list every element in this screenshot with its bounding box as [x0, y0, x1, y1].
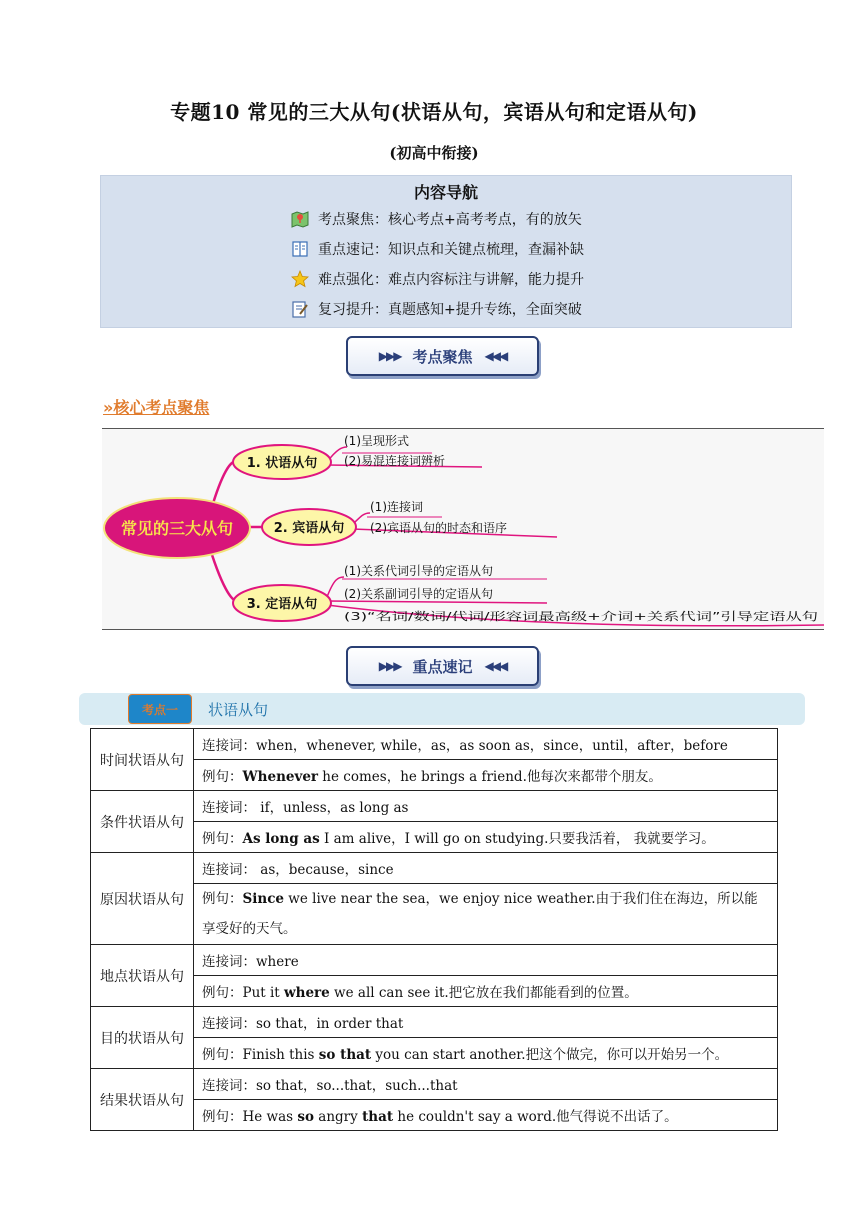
checklist-icon	[291, 300, 309, 318]
table-row	[91, 976, 778, 1007]
example-cell: 例句：Since we live near the sea，we enjoy nice weather.由于我们住在海边，所以能享受好的天气。	[194, 884, 778, 945]
map-icon	[291, 210, 309, 228]
star-icon	[291, 270, 309, 288]
triple-arrow-right-icon: ▶▶▶	[378, 659, 401, 673]
table-row	[91, 791, 778, 822]
table-row	[91, 884, 778, 945]
page-subtitle: (初高中衔接)	[389, 144, 479, 162]
clause-type: 结果状语从句	[91, 1069, 194, 1131]
clause-type: 条件状语从句	[91, 791, 194, 853]
nav-item-difficulty	[291, 269, 584, 289]
nav-item-text: 复习提升：真题感知+提升专练，全面突破	[318, 302, 582, 318]
connectives-cell: 连接词： as，because，since	[194, 853, 778, 884]
table-row	[91, 760, 778, 791]
connectives-cell: 连接词：so that，in order that	[194, 1007, 778, 1038]
clause-type: 时间状语从句	[91, 729, 194, 791]
table-row	[91, 1007, 778, 1038]
mindmap-sub-1-1: (1)呈现形式	[344, 434, 409, 448]
triple-arrow-left-icon: ◀◀◀	[484, 659, 507, 673]
mindmap-branch-2-label: 2. 宾语从句	[273, 521, 345, 536]
mindmap-sub-3-1: (1)关系代词引导的定语从句	[344, 564, 493, 578]
nav-title: 内容导航	[413, 183, 478, 202]
page-title: 专题10 常见的三大从句(状语从句，宾语从句和定语从句)	[170, 100, 698, 124]
nav-item-focus	[291, 209, 582, 229]
table-row	[91, 729, 778, 760]
kaodian-label: 状语从句	[208, 701, 269, 719]
table-row	[91, 1069, 778, 1100]
banner-kaodian-jujiao	[346, 336, 539, 376]
mindmap-sub-3-2: (2)关系副词引导的定语从句	[344, 587, 493, 601]
triple-arrow-right-icon: ▶▶▶	[378, 349, 401, 363]
table-row	[91, 1038, 778, 1069]
mindmap	[102, 428, 824, 630]
kaodian-tag: 考点一	[128, 694, 192, 724]
clause-type: 地点状语从句	[91, 945, 194, 1007]
table-row	[91, 945, 778, 976]
nav-item-text: 重点速记：知识点和关键点梳理，查漏补缺	[318, 242, 584, 258]
mindmap-sub-1-2: (2)易混连接词辨析	[344, 454, 445, 468]
nav-item-text: 难点强化：难点内容标注与讲解，能力提升	[318, 272, 584, 288]
table-row	[91, 1100, 778, 1131]
book-icon	[291, 240, 309, 258]
mindmap-sub-3-3: (3)“名词/数词/代词/形容词最高级+介词+关系代词”引导定语从句	[344, 610, 665, 623]
example-cell: 例句：Finish this so that you can start another.把这个做完，你可以开始另一个。	[194, 1038, 778, 1069]
connectives-cell: 连接词：so that，so...that，such...that	[194, 1069, 778, 1100]
nav-item-text: 考点聚焦：核心考点+高考考点，有的放矢	[318, 212, 582, 228]
clause-type: 目的状语从句	[91, 1007, 194, 1069]
banner-label: 考点聚焦	[412, 347, 473, 366]
example-cell: 例句：Whenever he comes，he brings a friend.他每次来都带个朋友。	[194, 760, 778, 791]
example-cell: 例句：He was so angry that he couldn't say a word.他气得说不出话了。	[194, 1100, 778, 1131]
table-row	[91, 853, 778, 884]
connectives-cell: 连接词：where	[194, 945, 778, 976]
connectives-cell: 连接词：when，whenever, while，as，as soon as，since，until，after，before	[194, 729, 778, 760]
mindmap-sub-2-1: (1)连接词	[370, 500, 423, 514]
banner-label: 重点速记	[412, 657, 473, 676]
adverbial-clause-table	[90, 728, 778, 1131]
content-navigation-box	[100, 175, 792, 328]
mindmap-center-label: 常见的三大从句	[120, 519, 234, 538]
mindmap-branch-3-label: 3. 定语从句	[246, 597, 318, 612]
nav-item-notes	[291, 239, 584, 259]
table-row	[91, 822, 778, 853]
clause-type: 原因状语从句	[91, 853, 194, 945]
connectives-cell: 连接词： if，unless，as long as	[194, 791, 778, 822]
triple-arrow-left-icon: ◀◀◀	[484, 349, 507, 363]
banner-zhongdian-suji	[346, 646, 539, 686]
mindmap-sub-2-2: (2)宾语从句的时态和语序	[370, 521, 507, 535]
example-cell: 例句：Put it where we all can see it.把它放在我们都能看到的位置。	[194, 976, 778, 1007]
mindmap-branch-1-label: 1. 状语从句	[246, 456, 318, 471]
example-cell: 例句：As long as I am alive，I will go on studying.只要我活着， 我就要学习。	[194, 822, 778, 853]
section-link-core-focus[interactable]: »核心考点聚焦	[103, 398, 210, 417]
nav-item-review	[291, 299, 582, 319]
